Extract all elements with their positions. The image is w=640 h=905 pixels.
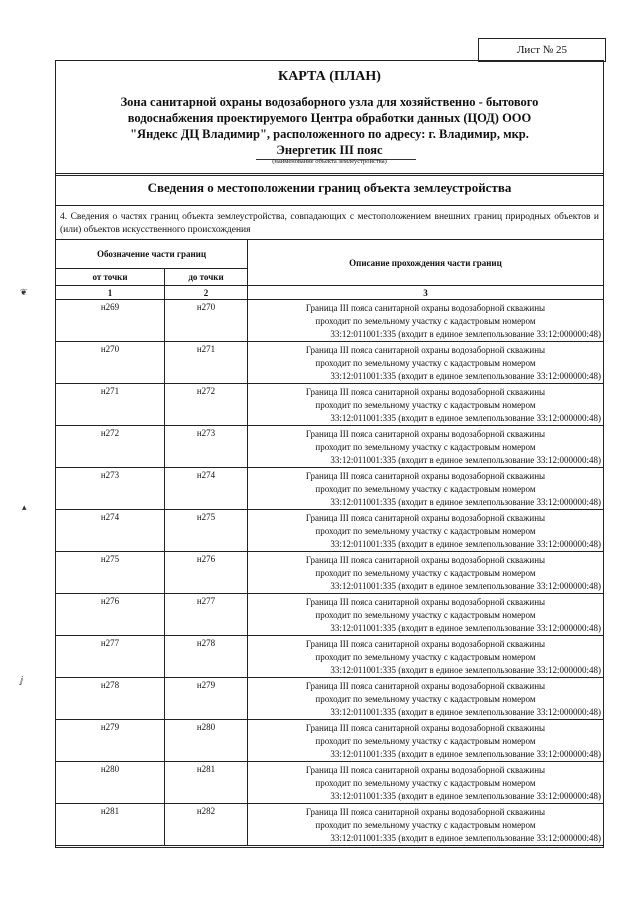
description-line: 33:12:011001:335 (входит в единое землепользование 33:12:000000:48) [330, 623, 601, 633]
margin-mark: ▴ [22, 503, 27, 513]
from-point: н281 [56, 804, 165, 846]
to-point: н271 [165, 342, 248, 384]
description-line: проходит по земельному участку с кадастровым номером [315, 568, 536, 578]
description-line: Граница III пояса санитарной охраны водозаборной скважины [305, 723, 546, 733]
description-line: Граница III пояса санитарной охраны водозаборной скважины [305, 681, 546, 691]
boundary-description [248, 594, 604, 636]
description-line: 33:12:011001:335 (входит в единое землепользование 33:12:000000:48) [330, 833, 601, 843]
description-line: Граница III пояса санитарной охраны водозаборной скважины [305, 765, 546, 775]
table-row [56, 678, 604, 720]
to-point: н278 [165, 636, 248, 678]
to-point: н273 [165, 426, 248, 468]
table-row [56, 510, 604, 552]
description-line: 33:12:011001:335 (входит в единое землепользование 33:12:000000:48) [330, 329, 601, 339]
zone-title-line: "Яндекс ДЦ Владимир", расположенного по адресу: г. Владимир, мкр. [130, 127, 529, 141]
margin-mark: ⅉ [20, 676, 24, 686]
to-point: н282 [165, 804, 248, 846]
description-line: Граница III пояса санитарной охраны водозаборной скважины [305, 513, 546, 523]
to-point: н281 [165, 762, 248, 804]
description-line: 33:12:011001:335 (входит в единое землепользование 33:12:000000:48) [330, 413, 601, 423]
object-caption: (наименование объекта землеустройства) [272, 158, 387, 165]
from-point: н274 [56, 510, 165, 552]
description-line: 33:12:011001:335 (входит в единое землепользование 33:12:000000:48) [330, 665, 601, 675]
description-line: проходит по земельному участку с кадастровым номером [315, 610, 536, 620]
header-parts: Обозначение части границ [56, 240, 248, 269]
header-from: от точки [56, 269, 165, 286]
description-line: проходит по земельному участку с кадастровым номером [315, 694, 536, 704]
description-line: Граница III пояса санитарной охраны водозаборной скважины [305, 597, 546, 607]
boundary-description [248, 300, 604, 342]
to-point: н277 [165, 594, 248, 636]
description-line: Граница III пояса санитарной охраны водозаборной скважины [305, 471, 546, 481]
description-line: проходит по земельному участку с кадастровым номером [315, 820, 536, 830]
boundaries-table [55, 239, 604, 846]
from-point: н270 [56, 342, 165, 384]
from-point: н273 [56, 468, 165, 510]
boundary-description [248, 510, 604, 552]
description-line: проходит по земельному участку с кадастровым номером [315, 652, 536, 662]
description-line: Граница III пояса санитарной охраны водозаборной скважины [305, 429, 546, 439]
boundary-description [248, 552, 604, 594]
boundary-description [248, 426, 604, 468]
boundary-description [248, 636, 604, 678]
description-line: проходит по земельному участку с кадастровым номером [315, 400, 536, 410]
table-row [56, 720, 604, 762]
description-line: Граница III пояса санитарной охраны водозаборной скважины [305, 639, 546, 649]
table-row [56, 594, 604, 636]
boundary-description [248, 384, 604, 426]
section-note: 4. Сведения о частях границ объекта землеустройства, совпадающих с местоположением внешних границ природных объектов и (или) объектов искусственного происхождения [60, 212, 599, 235]
table-row [56, 384, 604, 426]
description-line: проходит по земельному участку с кадастровым номером [315, 778, 536, 788]
description-line: Граница III пояса санитарной охраны водозаборной скважины [305, 345, 546, 355]
sheet-number-box [478, 38, 606, 62]
section-divider [56, 205, 603, 206]
to-point: н270 [165, 300, 248, 342]
description-line: 33:12:011001:335 (входит в единое землепользование 33:12:000000:48) [330, 749, 601, 759]
table-row [56, 426, 604, 468]
to-point: н274 [165, 468, 248, 510]
margin-mark: ❦ [20, 288, 28, 298]
from-point: н272 [56, 426, 165, 468]
to-point: н272 [165, 384, 248, 426]
table-row [56, 468, 604, 510]
from-point: н276 [56, 594, 165, 636]
zone-title-line: Энергетик III пояс [276, 143, 383, 157]
title-divider-double [56, 175, 603, 176]
to-point: н275 [165, 510, 248, 552]
from-point: н269 [56, 300, 165, 342]
description-line: Граница III пояса санитарной охраны водозаборной скважины [305, 387, 546, 397]
from-point: н278 [56, 678, 165, 720]
from-point: н271 [56, 384, 165, 426]
description-line: Граница III пояса санитарной охраны водозаборной скважины [305, 555, 546, 565]
table-row [56, 300, 604, 342]
boundary-description [248, 342, 604, 384]
column-number: 1 [56, 286, 165, 300]
zone-title-line: Зона санитарной охраны водозаборного узла для хозяйственно - бытового [120, 95, 539, 109]
boundary-description [248, 678, 604, 720]
document-frame [55, 60, 604, 848]
from-point: н275 [56, 552, 165, 594]
description-line: 33:12:011001:335 (входит в единое землепользование 33:12:000000:48) [330, 581, 601, 591]
table-body [56, 300, 604, 846]
table-row [56, 636, 604, 678]
to-point: н279 [165, 678, 248, 720]
description-line: проходит по земельному участку с кадастровым номером [315, 526, 536, 536]
description-line: 33:12:011001:335 (входит в единое землепользование 33:12:000000:48) [330, 539, 601, 549]
boundary-description [248, 804, 604, 846]
description-line: 33:12:011001:335 (входит в единое землепользование 33:12:000000:48) [330, 455, 601, 465]
table-row [56, 552, 604, 594]
description-line: Граница III пояса санитарной охраны водозаборной скважины [305, 303, 546, 313]
description-line: проходит по земельному участку с кадастровым номером [315, 358, 536, 368]
from-point: н280 [56, 762, 165, 804]
to-point: н280 [165, 720, 248, 762]
description-line: проходит по земельному участку с кадастровым номером [315, 484, 536, 494]
section-heading: Сведения о местоположении границ объекта землеустройства [147, 180, 512, 195]
zone-title [72, 94, 587, 158]
table-row [56, 762, 604, 804]
header-to: до точки [165, 269, 248, 286]
description-line: 33:12:011001:335 (входит в единое землепользование 33:12:000000:48) [330, 371, 601, 381]
to-point: н276 [165, 552, 248, 594]
boundary-description [248, 720, 604, 762]
description-line: 33:12:011001:335 (входит в единое землепользование 33:12:000000:48) [330, 791, 601, 801]
description-line: Граница III пояса санитарной охраны водозаборной скважины [305, 807, 546, 817]
description-line: 33:12:011001:335 (входит в единое землепользование 33:12:000000:48) [330, 707, 601, 717]
document-title: КАРТА (ПЛАН) [278, 69, 381, 84]
column-number: 3 [248, 286, 604, 300]
sheet-number: Лист № 25 [516, 44, 568, 56]
description-line: 33:12:011001:335 (входит в единое землепользование 33:12:000000:48) [330, 497, 601, 507]
description-line: проходит по земельному участку с кадастровым номером [315, 316, 536, 326]
boundary-description [248, 762, 604, 804]
description-line: проходит по земельному участку с кадастровым номером [315, 442, 536, 452]
zone-title-line: водоснабжения проектируемого Центра обработки данных (ЦОД) ООО [127, 111, 532, 125]
table-row [56, 342, 604, 384]
from-point: н279 [56, 720, 165, 762]
description-line: проходит по земельному участку с кадастровым номером [315, 736, 536, 746]
header-description: Описание прохождения части границ [248, 240, 604, 286]
boundary-description [248, 468, 604, 510]
from-point: н277 [56, 636, 165, 678]
column-number: 2 [165, 286, 248, 300]
title-divider [56, 173, 603, 174]
table-row [56, 804, 604, 846]
title-block [56, 61, 603, 173]
